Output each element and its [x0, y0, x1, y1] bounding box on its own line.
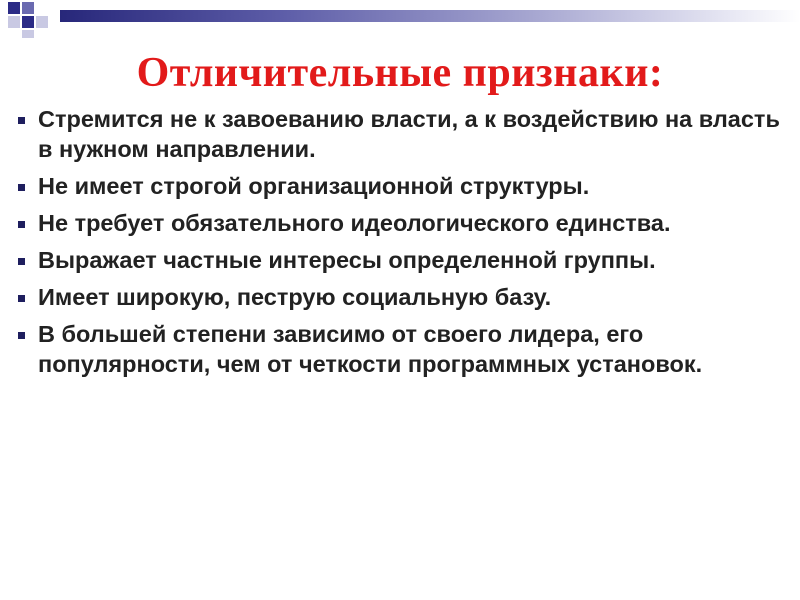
decor-square — [22, 30, 34, 38]
bullet-text: Не требует обязательного идеологического единства. — [38, 210, 671, 236]
square-bullet-icon — [18, 258, 25, 265]
bullet-text: Выражает частные интересы определенной группы. — [38, 247, 656, 273]
decor-square — [36, 16, 48, 28]
decor-square — [8, 2, 20, 14]
square-bullet-icon — [18, 295, 25, 302]
square-bullet-icon — [18, 117, 25, 124]
bullet-text: В большей степени зависимо от своего лидера, его популярности, чем от четкости программных установок. — [38, 321, 703, 377]
bullet-item — [14, 104, 784, 164]
decor-square — [8, 16, 20, 28]
bullet-item — [14, 319, 784, 379]
bullet-item — [14, 171, 784, 201]
square-bullet-icon — [18, 221, 25, 228]
bullet-text: Имеет широкую, пеструю социальную базу. — [38, 284, 552, 310]
square-bullet-icon — [18, 332, 25, 339]
header-gradient-bar — [60, 10, 800, 22]
bullet-item — [14, 282, 784, 312]
bullet-item — [14, 208, 784, 238]
bullet-list — [14, 104, 784, 386]
square-bullet-icon — [18, 184, 25, 191]
bullet-text: Стремится не к завоеванию власти, а к воздействию на власть в нужном направлении. — [38, 106, 780, 162]
bullet-text: Не имеет строгой организационной структуры. — [38, 173, 590, 199]
slide-title: Отличительные признаки: — [136, 50, 664, 96]
decor-square — [22, 16, 34, 28]
bullet-item — [14, 245, 784, 275]
decor-square — [22, 2, 34, 14]
header-decoration — [0, 0, 800, 40]
